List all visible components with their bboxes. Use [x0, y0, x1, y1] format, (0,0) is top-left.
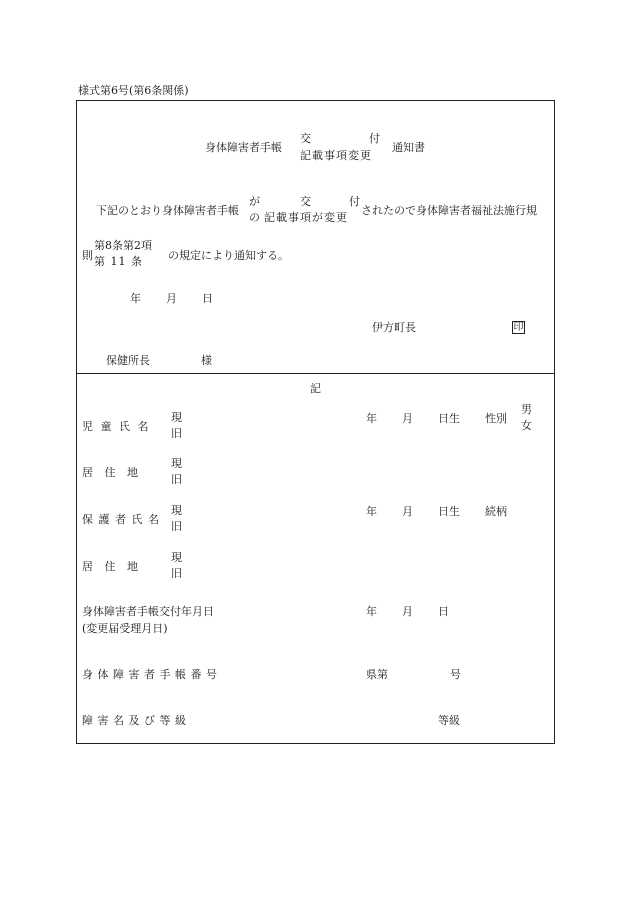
intro-line1-end: されたので身体障害者福祉法施行規 [361, 204, 537, 217]
child-sex-female: 女 [521, 419, 532, 432]
issue-date-month: 月 [402, 605, 413, 618]
intro-option-change: 記載事項が変更 [264, 211, 348, 224]
intro-option-issue-a: 交 [300, 195, 311, 208]
guardian-birth-month: 月 [402, 505, 413, 518]
addressee-honorific: 様 [201, 354, 212, 367]
issue-date-day: 日 [438, 605, 449, 618]
child-address-current: 現 [171, 457, 182, 470]
guardian-birth-day: 日生 [438, 505, 460, 518]
form-number: 様式第6号(第6条関係) [78, 84, 189, 97]
header-title: 身体障害者手帳 [205, 141, 282, 154]
guardian-name-current: 現 [171, 504, 182, 517]
child-birth-year: 年 [366, 412, 377, 425]
disability-grade-label: 障 害 名 及 び 等 級 [82, 714, 187, 727]
certificate-number-label: 身 体 障 害 者 手 帳 番 号 [82, 668, 218, 681]
disability-grade: 等級 [438, 714, 460, 727]
section-divider [76, 373, 555, 374]
child-name-label: 児 童 氏 名 [82, 420, 151, 433]
intro-line2-start: 則 [82, 249, 93, 262]
date-day: 日 [202, 292, 213, 305]
guardian-name-label: 保 護 者 氏 名 [82, 513, 160, 526]
addressee-office: 保健所長 [106, 354, 150, 367]
child-name-current: 現 [171, 411, 182, 424]
issue-date-label: 身体障害者手帳交付年月日 [82, 605, 214, 618]
intro-particle-no: の [249, 211, 260, 224]
issuer-mayor: 伊方町長 [372, 321, 416, 334]
certificate-number-suffix: 号 [450, 668, 461, 681]
child-name-former: 旧 [171, 427, 182, 440]
intro-particle-ga: が [249, 195, 260, 208]
guardian-birth-year: 年 [366, 505, 377, 518]
intro-line2-end: の規定により通知する。 [168, 249, 289, 262]
header-option-change: 記載事項変更 [300, 149, 372, 162]
date-month: 月 [166, 292, 177, 305]
issue-date-year: 年 [366, 605, 377, 618]
guardian-address-current: 現 [171, 551, 182, 564]
intro-article-bottom: 第 11 条 [94, 255, 143, 268]
record-heading: 記 [310, 382, 321, 395]
header-option-issue-b: 付 [369, 132, 380, 145]
child-birth-day: 日生 [438, 412, 460, 425]
child-sex-male: 男 [521, 403, 532, 416]
header-title-suffix: 通知書 [392, 141, 425, 154]
child-birth-month: 月 [402, 412, 413, 425]
guardian-address-former: 旧 [171, 567, 182, 580]
guardian-address-label: 居 住 地 [82, 560, 138, 573]
intro-option-issue-b: 付 [349, 195, 360, 208]
guardian-name-former: 旧 [171, 520, 182, 533]
intro-article-top: 第8条第2項 [94, 239, 152, 252]
guardian-relation: 続柄 [485, 505, 507, 518]
date-year: 年 [130, 292, 141, 305]
child-sex-label: 性別 [485, 412, 507, 425]
child-address-label: 居 住 地 [82, 466, 138, 479]
seal-mark: 印 [513, 322, 524, 333]
certificate-number-prefix: 県第 [366, 668, 388, 681]
issue-date-sublabel: (変更届受理月日) [82, 622, 168, 635]
child-address-former: 旧 [171, 473, 182, 486]
intro-line1-start: 下記のとおり身体障害者手帳 [96, 204, 239, 217]
header-option-issue-a: 交 [300, 132, 311, 145]
